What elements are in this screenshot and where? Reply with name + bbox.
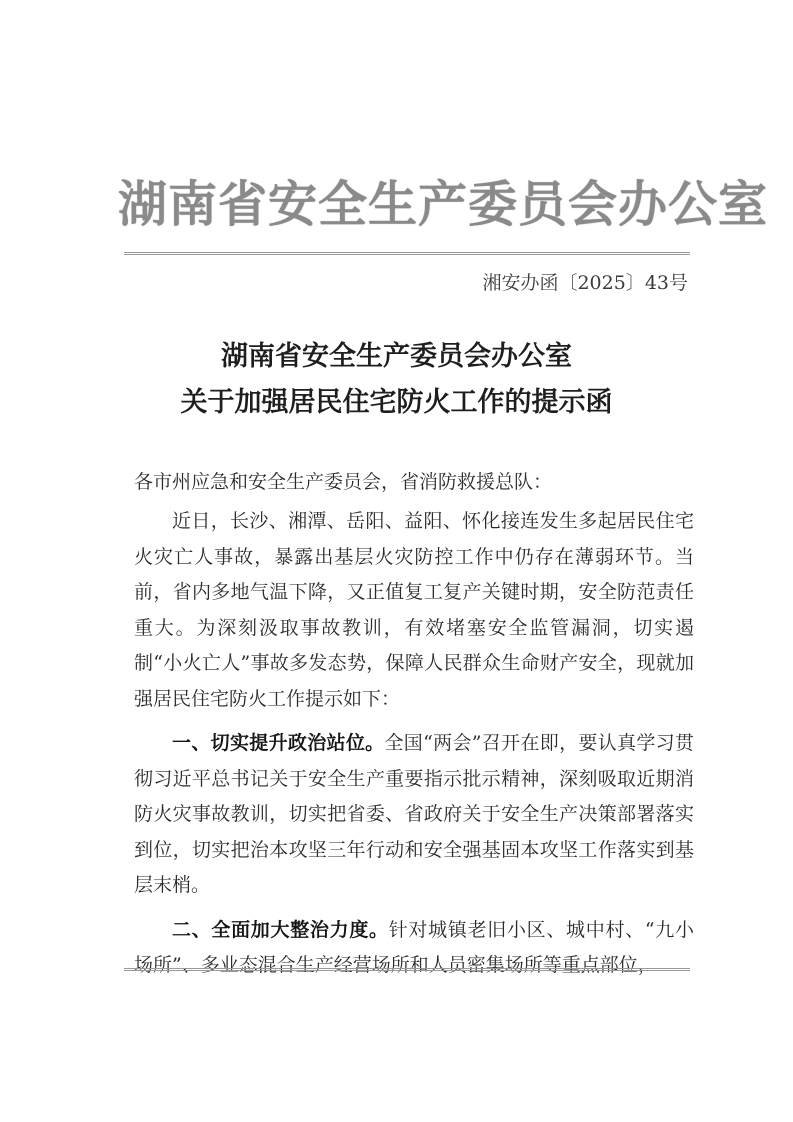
section-paragraph-2 (134, 913, 694, 984)
section-paragraph-1 (134, 726, 694, 904)
title-line-2: 关于加强居民住宅防火工作的提示函 (180, 387, 613, 418)
letterhead-organization: 湖南省安全生产委员会办公室 (118, 175, 769, 233)
document-title (100, 334, 693, 426)
intro-paragraph: 近日，长沙、湘潭、岳阳、益阳、怀化接连发生多起居民住宅火灾亡人事故，暴露出基层火灾防控工作中仍存在薄弱环节。当前，省内多地气温下降，又正值复工复产关键时期，安全防范责任重大。为深刻汲取事故教训，有效堵塞安全监管漏洞，切实遏制“小火亡人”事故多发态势，保障人民群众生命财产安全，现就加强居民住宅防火工作提示如下： (134, 510, 694, 710)
document-body (134, 504, 694, 984)
section-heading-1: 一、切实提升政治站位。 (172, 732, 385, 754)
title-line-1: 湖南省安全生产委员会办公室 (221, 341, 572, 372)
letterhead-divider (124, 252, 690, 255)
section-text-1: 全国“两会”召开在即，要认真学习贯彻习近平总书记关于安全生产重要指示批示精神，深刻吸取近期消防火灾事故教训，切实把省委、省政府关于安全生产决策部署落实到位，切实把治本攻坚三年行动和安全强基固本攻坚工作落实到基层末梢。 (134, 732, 694, 896)
recipient-line: 各市州应急和安全生产委员会，省消防救援总队： (134, 471, 553, 493)
section-text-2: 针对城镇老旧小区、城中村、“九小场所”、多业态混合生产经营场所和人员密集场所等重点部位， (134, 918, 694, 976)
footer-divider (124, 968, 690, 971)
section-heading-2: 二、全面加大整治力度。 (172, 918, 389, 941)
document-number: 湘安办函〔2025〕43号 (482, 272, 688, 294)
